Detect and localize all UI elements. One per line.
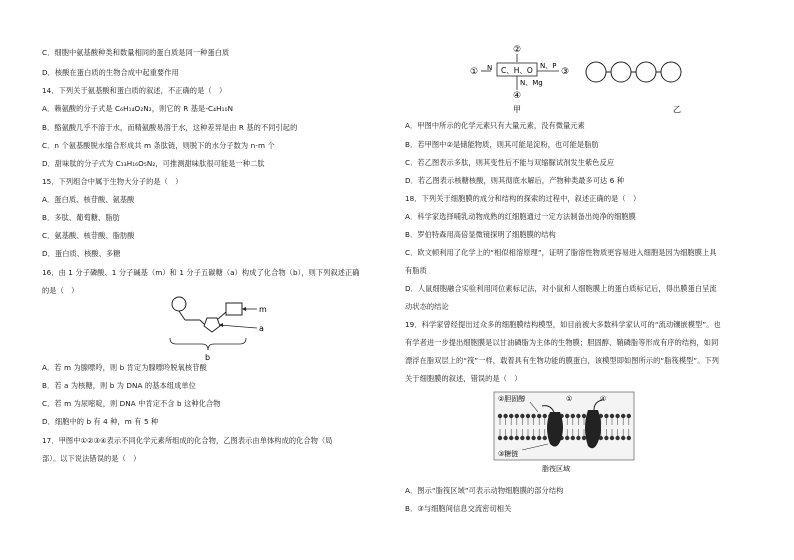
q15-option-a: A．蛋白质、核苷酸、氨基酸 (42, 195, 135, 204)
phospholipid-head (610, 414, 614, 418)
q18-option-d: D．人鼠细胞融合实验利用同位素标记法，对小鼠和人细胞膜上的蛋白质标记后，得出膜蛋白呈流 (405, 284, 717, 293)
q18-option-c: C．欧文顿利用了化学上的“相似相溶原理”，证明了脂溶性物质更容易进入细胞是因为细胞膜上具 (405, 248, 717, 257)
phospholipid-head (582, 414, 586, 418)
label-circle-2: ② (513, 45, 522, 55)
phospholipid-head (537, 414, 541, 418)
q17-option-a: A．甲图中所示的化学元素只有大量元素，没有微量元素 (405, 121, 585, 130)
label-b: b (205, 353, 211, 362)
phospholipid-head (503, 436, 507, 440)
phospholipid-head (498, 414, 502, 418)
q14-stem: 14．下列关于氨基酸和蛋白质的叙述，不正确的是（ ） (42, 86, 227, 95)
q18-option-a: A．科学家选择哺乳动物成熟的红细胞通过一定方法制备出纯净的细胞膜 (405, 212, 636, 221)
phospholipid-head (531, 414, 535, 418)
label-1: ① (566, 395, 573, 403)
q15-option-d: D．蛋白质、核酸、多糖 (42, 249, 121, 258)
q16-stem: 16．由 1 分子磷酸、1 分子碱基（m）和 1 分子五碳糖（a）构成了化合物（b），则下列叙述正确 (42, 268, 360, 277)
q19-option-a: A．图示“脂筏区域”可表示动物细胞膜的部分结构 (405, 486, 564, 495)
q16-option-c: C．若 m 为尿嘧啶，则 DNA 中肯定不含 b 这种化合物 (42, 399, 221, 408)
q15-option-c: C．氨基酸、核苷酸、脂肪酸 (42, 231, 135, 240)
label-jia: 甲 (513, 105, 521, 114)
phospholipid-head (515, 414, 519, 418)
phospholipid-head (627, 414, 631, 418)
phospholipid-head (543, 436, 547, 440)
q14-option-c: C．n 个氨基酸脱水缩合形成共 m 条肽链，则脱下的水分子数为 n-m 个 (42, 141, 275, 150)
q19-stem-3: 漂浮在脂双层上的“筏”一样，载着具有生物功能的膜蛋白，该模型即如图所示的“脂筏模型”。下列 (405, 356, 720, 365)
phospholipid-head (543, 414, 547, 418)
label-circle-1: ① (470, 67, 479, 77)
label-4: ④ (600, 395, 607, 403)
q14-option-b: B．酪氨酸几乎不溶于水，而精氨酸易溶于水，这种差异是由 R 基的不同引起的 (42, 123, 298, 132)
label-sugar-chain: ③糖链 (498, 450, 519, 458)
phospholipid-head (571, 414, 575, 418)
phospholipid-head (615, 436, 619, 440)
label-nmg: N、Mg (520, 79, 543, 87)
raft-caption: 脂筏区域 (542, 465, 570, 473)
q18-option-c-cont: 有脂质 (405, 266, 427, 275)
label-center: C、H、O (501, 66, 533, 75)
phospholipid-head (582, 436, 586, 440)
q18-option-d-cont: 动状态的结论 (405, 302, 449, 311)
phospholipid-head (537, 436, 541, 440)
q19-option-b: B．③与细胞间信息交流密切相关 (405, 504, 512, 513)
lipid-raft-figure (490, 390, 650, 475)
phospholipid-head (565, 436, 569, 440)
q13-option-c: C．细胞中氨基酸种类和数量相同的蛋白质是同一种蛋白质 (42, 48, 230, 57)
q17-stem-cont: 部）。以下说法错误的是（ ） (42, 454, 141, 463)
phospholipid-head (531, 436, 535, 440)
phospholipid-head (576, 436, 580, 440)
q14-option-a: A．赖氨酸的分子式是 C₆H₁₄O₂N₂，则它的 R 基是-C₄H₁₀N (42, 104, 234, 113)
phospholipid-head (604, 414, 608, 418)
nucleotide-figure (162, 292, 322, 364)
q17-option-b: B．若甲图中②是储能物质，则其可能是淀粉，也可能是脂肪 (405, 140, 599, 149)
label-circle-4: ④ (513, 91, 522, 101)
label-m: m (259, 305, 267, 314)
phospholipid-head (565, 414, 569, 418)
q19-stem-2: 有学者进一步提出细胞膜是以甘油磷脂为主体的生物膜；胆固醇、鞘磷脂等形成有序的结构，如同 (405, 338, 719, 347)
q15-option-b: B．多肽、葡萄糖、脂肪 (42, 213, 120, 222)
label-np: N、P (540, 62, 557, 70)
phospholipid-head (498, 436, 502, 440)
q14-option-d: D．甜味肽的分子式为 C₁₃H₁₆O₅N₂，可推测甜味肽很可能是一种二肽 (42, 159, 265, 168)
q13-option-d: D．核酸在蛋白质的生物合成中起重要作用 (42, 68, 179, 77)
phospholipid-head (576, 414, 580, 418)
figure-17 (465, 40, 705, 114)
q19-stem-1: 19．科学家曾经提出过众多的细胞膜结构模型，如目前被大多数科学家认可的“流动镶嵌模型”。也 (405, 320, 721, 329)
phospholipid-head (571, 436, 575, 440)
q18-stem: 18．下列关于细胞膜的成分和结构的探索的过程中，叙述正确的是（ ） (405, 194, 641, 203)
label-a: a (259, 324, 264, 333)
phospholipid-head (515, 436, 519, 440)
phospholipid-head (520, 414, 524, 418)
q18-option-b: B．罗伯特森用高倍显微镜探明了细胞膜的结构 (405, 230, 556, 239)
label-yi: 乙 (673, 105, 681, 114)
phospholipid-head (610, 436, 614, 440)
phospholipid-head (627, 436, 631, 440)
phospholipid-head (503, 414, 507, 418)
q16-option-a: A．若 m 为腺嘌呤，则 b 肯定为腺嘌呤脱氧核苷酸 (42, 363, 207, 372)
phospholipid-head (526, 436, 530, 440)
q16-option-b: B．若 a 为核糖，则 b 为 DNA 的基本组成单位 (42, 381, 196, 390)
q17-stem: 17．甲图中①②③④表示不同化学元素所组成的化合物，乙图表示由单体构成的化合物（局 (42, 436, 333, 445)
phospholipid-head (621, 414, 625, 418)
label-cholesterol: ②胆固醇 (498, 395, 526, 403)
phospholipid-head (615, 414, 619, 418)
label-n-left: N (487, 64, 493, 72)
q16-option-d: D．细胞中的 b 有 4 种，m 有 5 种 (42, 417, 159, 426)
q16-stem-cont: 的是（ ） (42, 286, 79, 295)
phospholipid-head (509, 436, 513, 440)
q17-option-c: C．若乙图表示多肽，则其变性后不能与双缩脲试剂发生紫色反应 (405, 158, 615, 167)
q15-stem: 15．下列组合中属于生物大分子的是（ ） (42, 177, 183, 186)
q19-stem-4: 关于细胞膜的叙述，错误的是（ ） (405, 374, 522, 383)
phospholipid-head (520, 436, 524, 440)
phospholipid-head (604, 436, 608, 440)
label-circle-3: ③ (561, 67, 570, 77)
phospholipid-head (621, 436, 625, 440)
phospholipid-head (509, 414, 513, 418)
phospholipid-head (526, 414, 530, 418)
q17-option-d: D．若乙图表示核糖核酸，则其彻底水解后，产物种类最多可达 6 种 (405, 176, 625, 185)
